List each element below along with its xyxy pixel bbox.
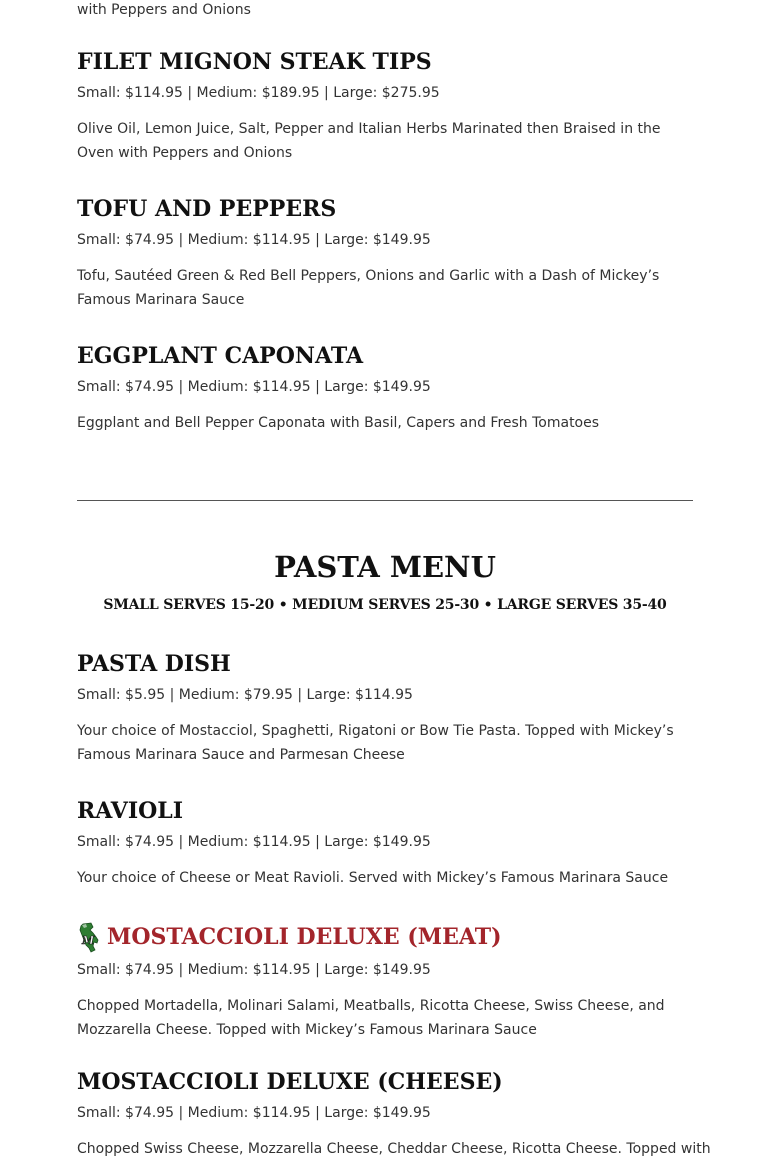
menu-item-filet-mignon-steak-tips xyxy=(77,48,693,165)
svg-text:M: M xyxy=(82,934,95,947)
menu-item-description: Your choice of Mostacciol, Spaghetti, Rigatoni or Bow Tie Pasta. Topped with Mickey’s Famous Marinara Sauce and Parmesan Cheese xyxy=(77,723,674,763)
menu-item-description: Tofu, Sautéed Green & Red Bell Peppers, Onions and Garlic with a Dash of Mickey’s Famous Marinara Sauce xyxy=(77,268,660,308)
pasta-menu-title: PASTA MENU xyxy=(274,550,496,584)
menu-item-description: Olive Oil, Lemon Juice, Salt, Pepper and Italian Herbs Marinated then Braised in the Oven with Peppers and Onions xyxy=(77,121,661,161)
menu-item-title: TOFU AND PEPPERS xyxy=(77,196,337,222)
menu-item-title: PASTA DISH xyxy=(77,651,231,677)
menu-item-description: Chopped Swiss Cheese, Mozzarella Cheese, Cheddar Cheese, Ricotta Cheese. Topped with xyxy=(77,1141,711,1157)
menu-item-eggplant-caponata xyxy=(77,342,693,435)
menu-item-title-text: MOSTACCIOLI DELUXE (MEAT) xyxy=(107,924,502,950)
menu-item-title: MOSTACCIOLI DELUXE (CHEESE) xyxy=(77,1069,503,1095)
menu-item-tofu-and-peppers xyxy=(77,195,693,312)
menu-item-description: Eggplant and Bell Pepper Caponata with Basil, Capers and Fresh Tomatoes xyxy=(77,415,600,431)
menu-item-price: Small: $74.95 | Medium: $114.95 | Large: $149.95 xyxy=(77,232,431,248)
section-divider xyxy=(77,500,693,501)
menu-item-title: EGGPLANT CAPONATA xyxy=(77,343,364,369)
menu-item-description: Your choice of Cheese or Meat Ravioli. Served with Mickey’s Famous Marinara Sauce xyxy=(77,870,669,886)
menu-item-price: Small: $74.95 | Medium: $114.95 | Large: $149.95 xyxy=(77,962,431,978)
previous-item-description-fragment: with Peppers and Onions xyxy=(77,2,251,18)
menu-item-price: Small: $74.95 | Medium: $114.95 | Large: $149.95 xyxy=(77,379,431,395)
pasta-menu-serving-sizes: SMALL SERVES 15-20 • MEDIUM SERVES 25-30 • LARGE SERVES 35-40 xyxy=(103,597,667,613)
menu-item-title: RAVIOLI xyxy=(77,798,184,824)
menu-item-pasta-dish xyxy=(77,650,693,767)
menu-item-mostaccioli-deluxe-meat xyxy=(77,921,693,1042)
mickeys-italy-logo-icon xyxy=(77,921,103,953)
menu-item-title: FILET MIGNON STEAK TIPS xyxy=(77,49,432,75)
menu-item-title xyxy=(77,921,693,953)
menu-item-mostaccioli-deluxe-cheese xyxy=(77,1068,711,1161)
menu-item-price: Small: $5.95 | Medium: $79.95 | Large: $114.95 xyxy=(77,687,413,703)
menu-item-price: Small: $74.95 | Medium: $114.95 | Large: $149.95 xyxy=(77,1105,431,1121)
menu-item-price: Small: $74.95 | Medium: $114.95 | Large: $149.95 xyxy=(77,834,431,850)
menu-item-price: Small: $114.95 | Medium: $189.95 | Large: $275.95 xyxy=(77,85,440,101)
menu-item-ravioli xyxy=(77,797,693,890)
menu-item-description: Chopped Mortadella, Molinari Salami, Meatballs, Ricotta Cheese, Swiss Cheese, and Mozzarella Cheese. Topped with Mickey’s Famous Marinara Sauce xyxy=(77,998,665,1038)
